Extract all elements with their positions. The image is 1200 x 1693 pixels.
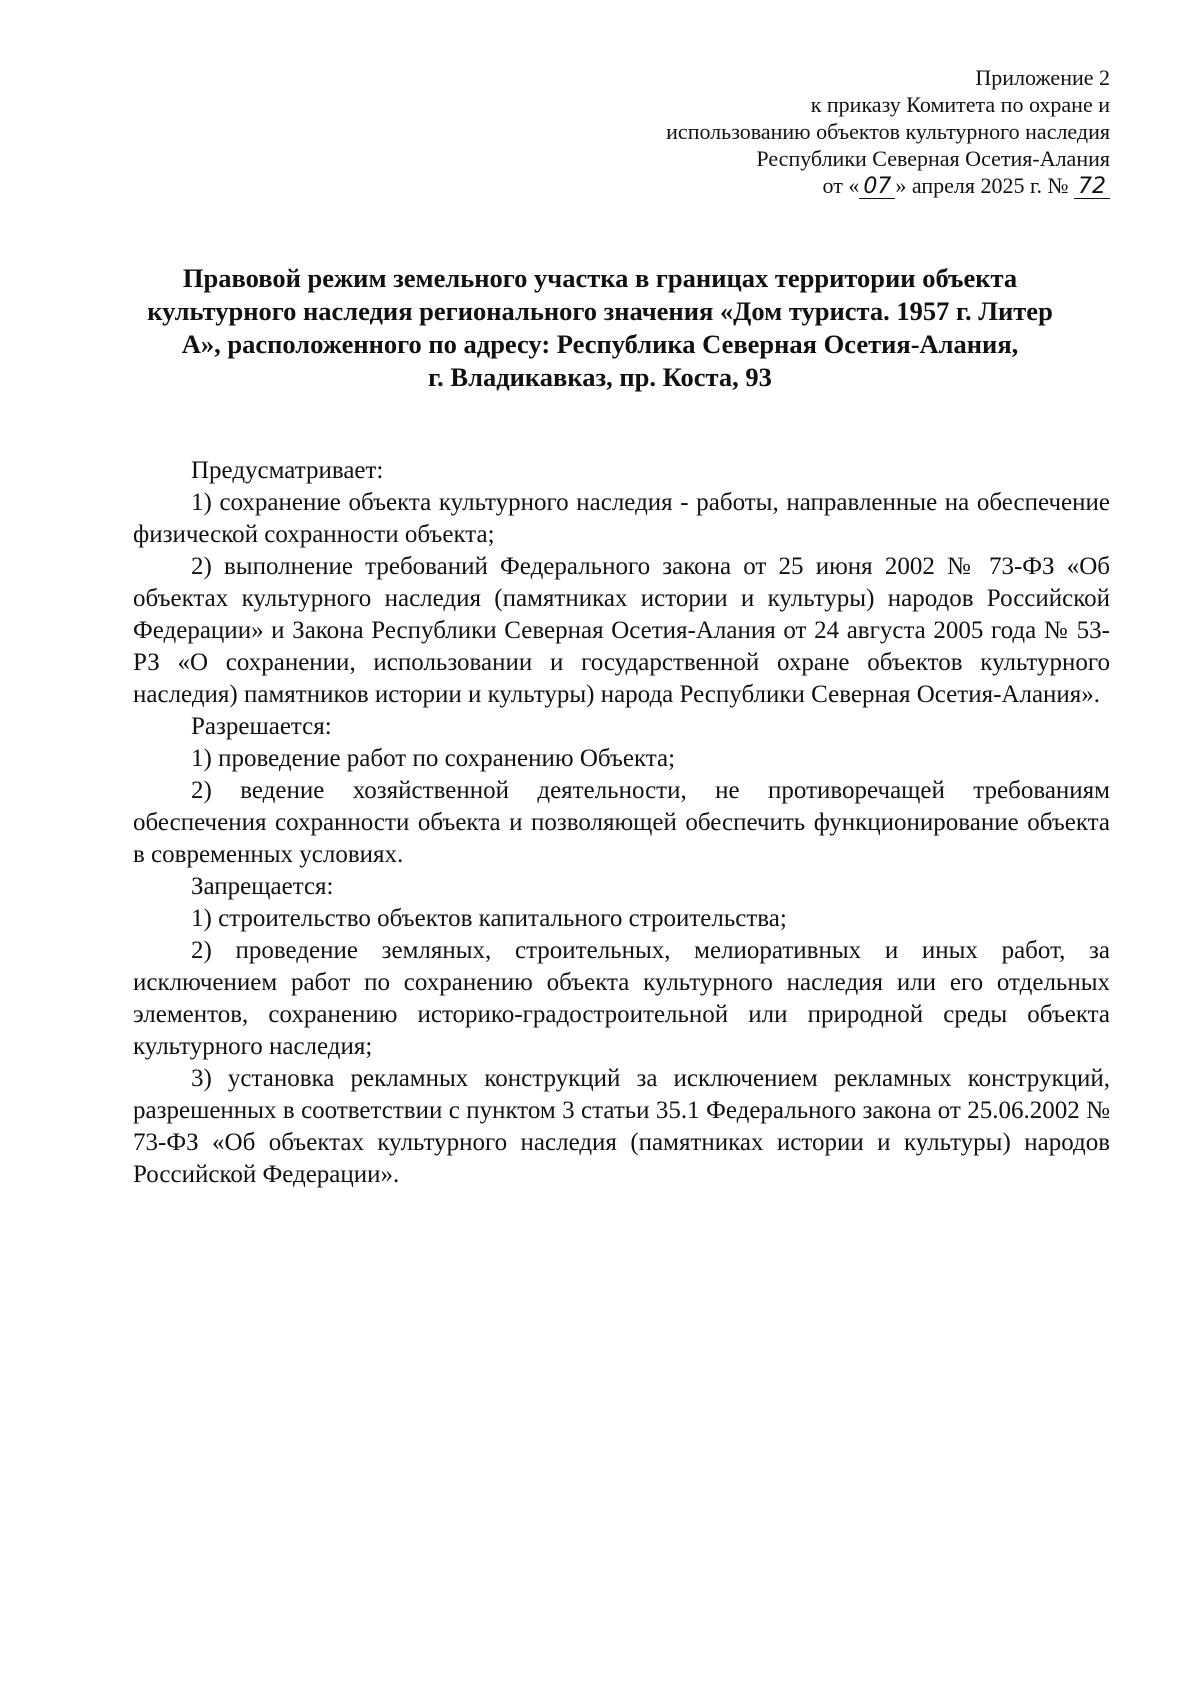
title-line-3: А», расположенного по адресу: Республика Северная Осетия-Алания,: [181, 329, 1019, 359]
committee-line: использованию объектов культурного наследия: [666, 119, 1110, 144]
republic-line: Республики Северная Осетия-Алания: [756, 146, 1110, 171]
title-line-4: г. Владикавказ, пр. Коста, 93: [428, 362, 772, 392]
handwritten-order-number: 72: [1074, 176, 1110, 199]
handwritten-day: 07: [859, 176, 895, 199]
document-body: [133, 455, 1110, 1191]
provides-item-1: 1) сохранение объекта культурного наследия - работы, направленные на обеспечение физической сохранности объекта;: [133, 489, 1110, 548]
provides-heading: Предусматривает:: [191, 457, 384, 484]
date-prefix: от «: [822, 173, 860, 198]
allowed-heading: Разрешается:: [191, 713, 332, 740]
appendix-header: [550, 64, 1110, 199]
forbidden-item-1: 1) строительство объектов капитального строительства;: [191, 905, 787, 932]
title-line-2: культурного наследия регионального значения «Дом туриста. 1957 г. Литер: [147, 296, 1053, 326]
title-line-1: Правовой режим земельного участка в границах территории объекта: [182, 263, 1018, 293]
provides-item-2: 2) выполнение требований Федерального закона от 25 июня 2002 № 73-ФЗ «Об объектах культурного наследия (памятниках истории и культуры) народов Российской Федерации» и Закона Республики Северная Осетия-Алания от 24 августа 2005 года № 53-РЗ «О сохранении, использовании и государственной охране объектов культурного наследия) памятников истории и культуры) народа Республики Северная Осетия-Алания».: [133, 553, 1110, 708]
order-reference-line: к приказу Комитета по охране и: [810, 92, 1110, 117]
order-date-line: [550, 172, 1110, 199]
forbidden-heading: Запрещается:: [191, 873, 334, 900]
date-middle: » апреля 2025 г. №: [895, 173, 1069, 198]
allowed-item-1: 1) проведение работ по сохранению Объекта;: [191, 745, 676, 772]
document-title: [120, 262, 1080, 394]
allowed-item-2: 2) ведение хозяйственной деятельности, не противоречащей требованиям обеспечения сохранности объекта и позволяющей обеспечить функционирование объекта в современных условиях.: [133, 777, 1110, 868]
forbidden-item-2: 2) проведение земляных, строительных, мелиоративных и иных работ, за исключением работ по сохранению объекта культурного наследия или его отдельных элементов, сохранению историко-градостроительной или природной среды объекта культурного наследия;: [133, 937, 1110, 1060]
forbidden-item-3: 3) установка рекламных конструкций за исключением рекламных конструкций, разрешенных в соответствии с пунктом 3 статьи 35.1 Федерального закона от 25.06.2002 № 73-ФЗ «Об объектах культурного наследия (памятниках истории и культуры) народов Российской Федерации».: [133, 1065, 1110, 1188]
appendix-label: Приложение 2: [975, 65, 1110, 90]
